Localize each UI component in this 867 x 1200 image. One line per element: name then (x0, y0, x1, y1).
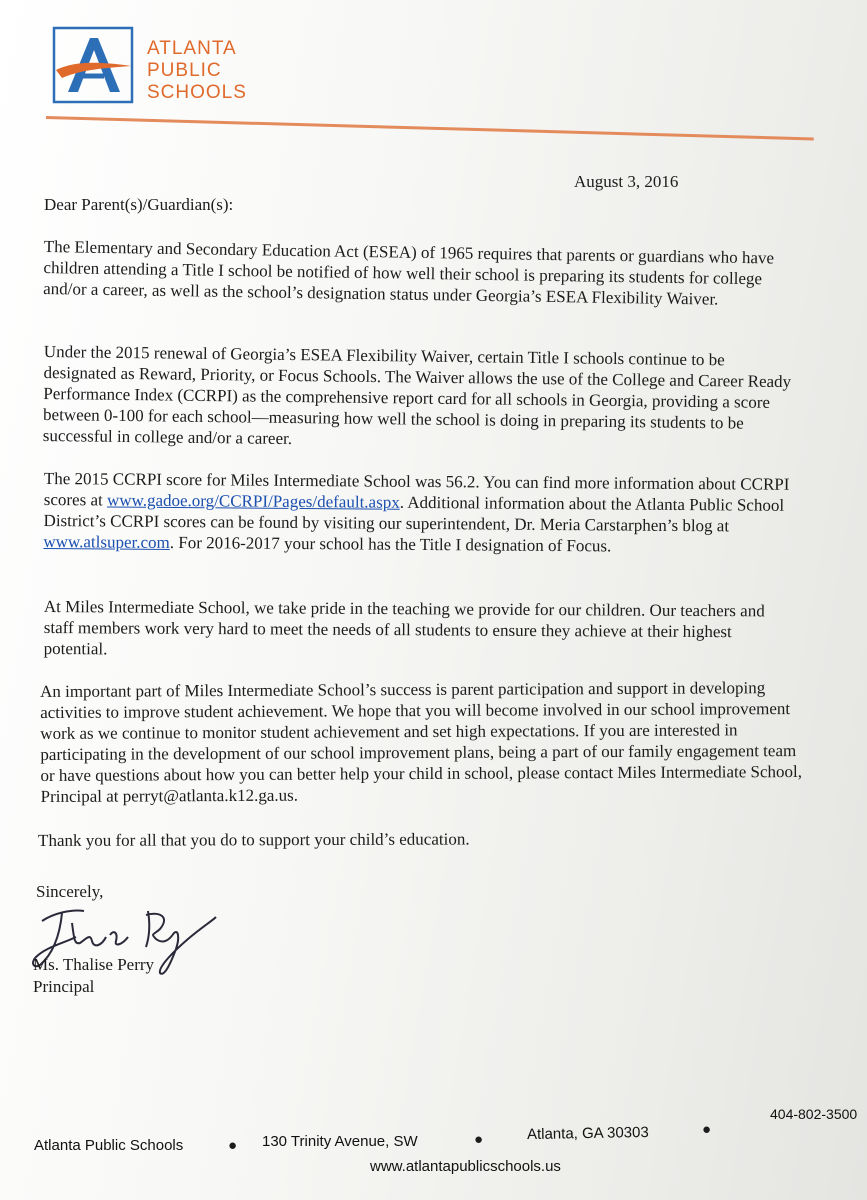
aps-logo-icon (52, 26, 134, 104)
footer-street: 130 Trinity Avenue, SW (262, 1133, 418, 1150)
paragraph-thanks: Thank you for all that you do to support your child’s education. (38, 829, 470, 850)
paragraph-waiver: Under the 2015 renewal of Georgia’s ESEA Flexibility Waiver, certain Title I schools continue to be designated as Reward, Priority, or Focus Schools. The Waiver allows the use of the College and Career Ready Performance Index (CCRPI) as the comprehensive report card for all schools in Georgia, providing a score between 0-100 for each school—measuring how well the school is doing in preparing its students to be successful in college and/or a career. (42, 341, 792, 449)
paragraph-esea: The Elementary and Secondary Education Act (ESEA) of 1965 requires that parents or guardians who have children attending a Title I school be notified of how well their school is preparing its students for college and/or a career, as well as the school’s designation status under Georgia’s ESEA Flexibility Waiver. (43, 236, 775, 309)
paragraph-ccrpi-score (43, 468, 804, 558)
letter-date: August 3, 2016 (574, 172, 679, 191)
footer-phone: 404-802-3500 (770, 1106, 858, 1122)
logo-line-3: SCHOOLS (147, 82, 247, 103)
ccrpi-text-c: . For 2016-2017 your school has the Title I designation of Focus. (169, 532, 612, 556)
logo-line-1: ATLANTA (147, 38, 237, 59)
signer-title: Principal (33, 977, 95, 996)
footer-org: Atlanta Public Schools (34, 1137, 184, 1154)
logo-line-2: PUBLIC (147, 60, 222, 81)
paragraph-pride: At Miles Intermediate School, we take pride in the teaching we provide for our children. Our teachers and staff members work very hard to meet the needs of all students to ensure they achieve at their highest potential. (43, 597, 765, 659)
atlsuper-link[interactable]: www.atlsuper.com (43, 531, 170, 552)
paragraph-participation: An important part of Miles Intermediate School’s success is parent participation and support in developing activities to improve student achievement. We hope that you will become involved in our school improvement work as we continue to monitor student achievement and set high expectations. If you are interested in participating in the development of our school improvement plans, being a part of our family engagement team or have questions about how you can better help your child in school, please contact Miles Intermediate School, Principal at perryt@atlanta.k12.ga.us. (40, 678, 803, 806)
header-divider (46, 116, 814, 140)
ccrpi-text-b: . Additional information about the Atlanta Public School District’s CCRPI scores can be found by visiting our superintendent, Dr. Meria Carstarphen’s blog at (43, 492, 785, 536)
footer-city: Atlanta, GA 30303 (526, 1123, 649, 1144)
closing: Sincerely, (36, 882, 104, 901)
logo-wordmark (147, 38, 247, 104)
footer-website[interactable]: www.atlantapublicschools.us (370, 1158, 561, 1175)
salutation: Dear Parent(s)/Guardian(s): (44, 195, 234, 214)
gadoe-link[interactable]: www.gadoe.org/CCRPI/Pages/default.aspx (106, 490, 400, 512)
footer-bullet-1: ● (228, 1137, 238, 1154)
ccrpi-text-a: The 2015 CCRPI score for Miles Intermediate School was 56.2. You can find more information about CCRPI scores at (43, 468, 790, 510)
footer-bullet-3: ● (702, 1121, 712, 1138)
signer-name: Ms. Thalise Perry (33, 955, 155, 974)
footer-bullet-2: ● (474, 1131, 484, 1148)
